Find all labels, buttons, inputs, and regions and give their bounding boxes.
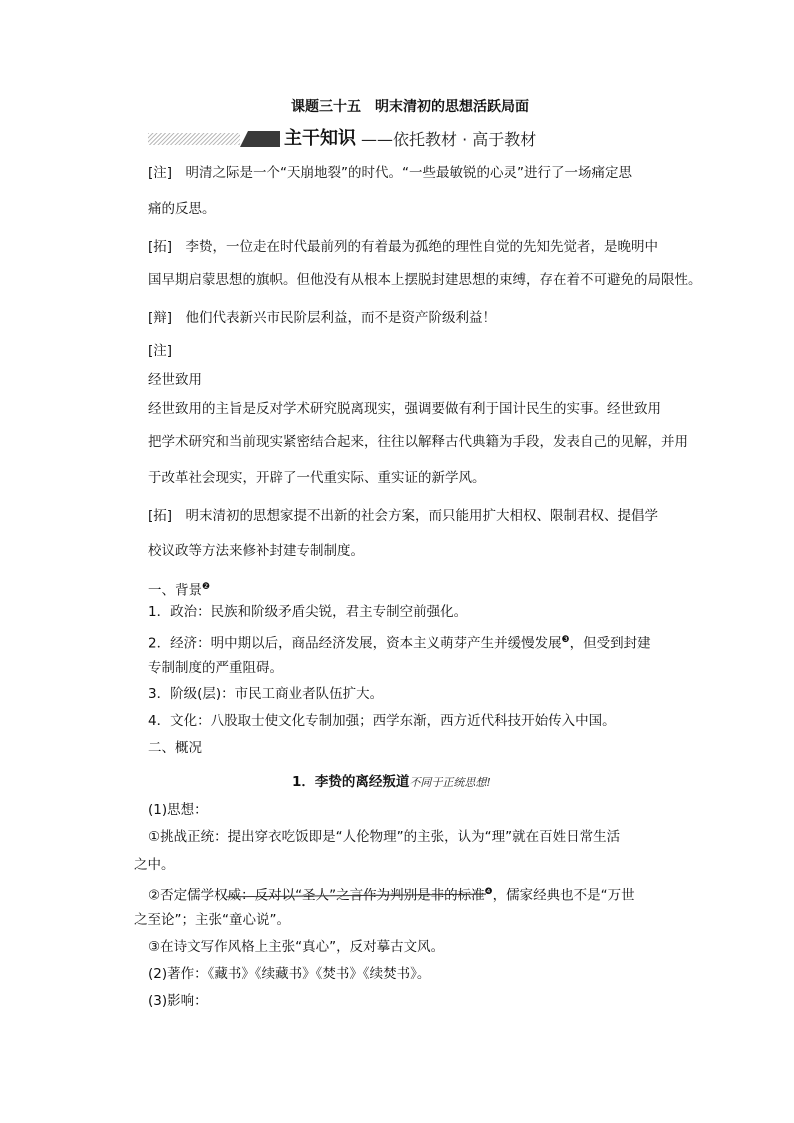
- list-item: ①挑战正统：提出穿衣吃饭即是“人伦物理”的主张，认为“理”就在百姓日常生活: [148, 829, 621, 845]
- banner-subtitle: ——依托教材 · 高于教材: [361, 130, 537, 149]
- annotation-mark: ❷: [202, 582, 211, 592]
- note-line: 校议政等方法来修补封建专制制度。: [148, 543, 364, 559]
- list-item: (3)影响：: [148, 993, 208, 1009]
- note-line: [辩] 他们代表新兴市民阶层利益，而不是资产阶级利益！: [148, 310, 497, 326]
- note-line: [拓] 明末清初的思想家提不出新的社会方案，而只能用扩大相权、限制君权、提倡学: [148, 508, 659, 524]
- section-heading-overview: 二、概况: [148, 740, 202, 756]
- list-item: 专制制度的严重阻碍。: [148, 660, 283, 676]
- note-line: 把学术研究和当前现实紧密结合起来，往往以解释古代典籍为手段，发表自己的见解，并用: [148, 434, 688, 450]
- list-item: ②否定儒学权威：反对以“圣人”之言作为判别是非的标准❹，儒家经典也不是“万世: [148, 882, 635, 906]
- list-item: (1)思想：: [148, 802, 208, 818]
- annotation-mark: ❸: [561, 635, 570, 645]
- banner-hatch-decoration: [148, 133, 240, 145]
- banner-bar-decoration: [240, 131, 280, 147]
- note-line: [注] 明清之际是一个“天崩地裂”的时代。“一些最敏锐的心灵”进行了一场痛定思: [148, 165, 633, 181]
- note-line: 于改革社会现实，开辟了一代重实际、重实证的新学风。: [148, 470, 486, 486]
- note-line: 国早期启蒙思想的旗帜。但他没有从根本上摆脱封建思想的束缚，存在着不可避免的局限性。: [148, 272, 702, 288]
- list-item: 1．政治：民族和阶级矛盾尖锐，君主专制空前强化。: [148, 604, 468, 620]
- note-line: [拓] 李贽，一位走在时代最前列的有着最为孤绝的理性自觉的先知先觉者，是晚明中: [148, 239, 659, 255]
- list-item: 4．文化：八股取士使文化专制加强；西学东渐，西方近代科技开始传入中国。: [148, 713, 616, 729]
- list-item: (2)著作：《藏书》《续藏书》《焚书》《续焚书》。: [148, 966, 431, 982]
- subsection-heading: 1．李贽的离经叛道不同于正统思想!: [292, 774, 491, 790]
- list-item: ③在诗文写作风格上主张“真心”，反对摹古文风。: [148, 939, 445, 955]
- list-item: 2．经济：明中期以后，商品经济发展，资本主义萌芽产生并缓慢发展❸，但受到封建: [148, 630, 651, 654]
- list-item: 之至论”；主张“童心说”。: [134, 912, 290, 928]
- note-line: 经世致用的主旨是反对学术研究脱离现实，强调要做有利于国计民生的实事。经世致用: [148, 401, 661, 417]
- handwritten-note: 不同于正统思想!: [409, 776, 491, 789]
- section-banner: [148, 126, 648, 152]
- banner-label: 主干知识: [284, 128, 356, 149]
- note-heading: 经世致用: [148, 372, 202, 388]
- list-item: 之中。: [134, 857, 175, 873]
- section-heading-background: 一、背景❷: [148, 577, 210, 601]
- page-title: 课题三十五 明末清初的思想活跃局面: [291, 99, 529, 115]
- note-line: [注]: [148, 343, 173, 359]
- list-item: 3．阶级(层)：市民工商业者队伍扩大。: [148, 686, 384, 702]
- note-line: 痛的反思。: [148, 201, 216, 217]
- annotation-mark: ❹: [484, 887, 493, 897]
